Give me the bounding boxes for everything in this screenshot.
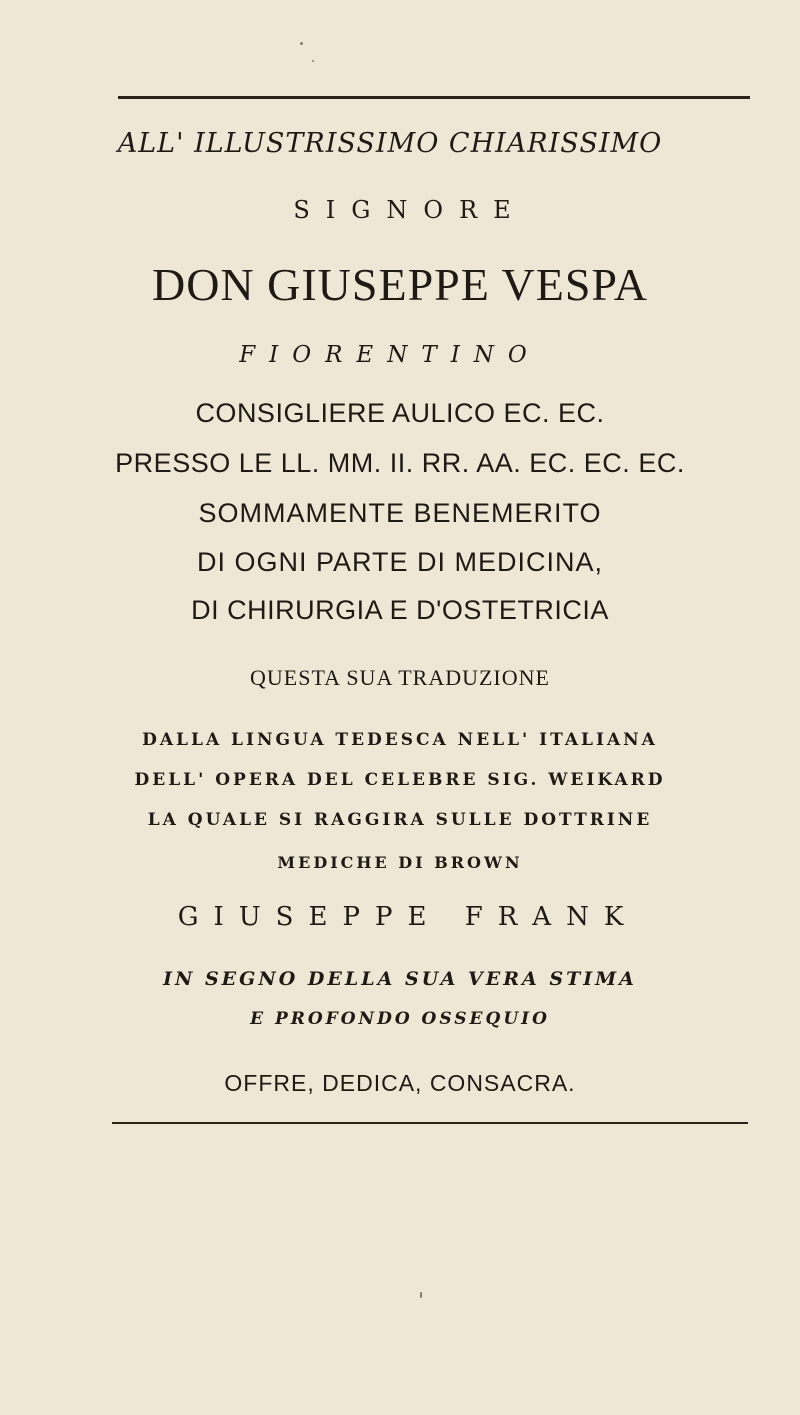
- dedicatee-name: DON GIUSEPPE VESPA: [151, 259, 648, 310]
- offre-line: OFFRE, DEDICA, CONSACRA.: [224, 1070, 576, 1096]
- segno-line: IN SEGNO DELLA SUA VERA STIMA: [163, 968, 637, 990]
- consigliere-line: CONSIGLIERE AULICO EC. EC.: [195, 398, 605, 428]
- author-name: GIUSEPPE FRANK: [177, 902, 639, 932]
- top-rule: [118, 96, 750, 99]
- opera-line: DELL' OPERA DEL CELEBRE SIG. WEIKARD: [134, 770, 666, 790]
- fiorentino-line: FIORENTINO: [239, 342, 541, 368]
- chirurgia-line: DI CHIRURGIA E D'OSTETRICIA: [191, 595, 609, 625]
- paper-speck: [312, 60, 314, 62]
- ogni-parte-line: DI OGNI PARTE DI MEDICINA,: [196, 547, 604, 577]
- mediche-line: MEDICHE DI BROWN: [277, 853, 523, 872]
- paper-speck: [300, 42, 303, 45]
- signore-line: SIGNORE: [293, 196, 527, 224]
- presso-line: PRESSO LE LL. MM. II. RR. AA. EC. EC. EC.: [115, 448, 685, 478]
- sommamente-line: SOMMAMENTE BENEMERITO: [198, 498, 602, 528]
- dedication-line: ALL' ILLUSTRISSIMO CHIARISSIMO: [117, 128, 663, 159]
- paper-speck: [420, 1292, 422, 1298]
- bottom-rule: [112, 1122, 748, 1124]
- profondo-line: E PROFONDO OSSEQUIO: [250, 1009, 550, 1029]
- quale-line: LA QUALE SI RAGGIRA SULLE DOTTRINE: [147, 810, 653, 830]
- questa-line: QUESTA SUA TRADUZIONE: [250, 665, 550, 690]
- dalla-line: DALLA LINGUA TEDESCA NELL' ITALIANA: [142, 730, 658, 750]
